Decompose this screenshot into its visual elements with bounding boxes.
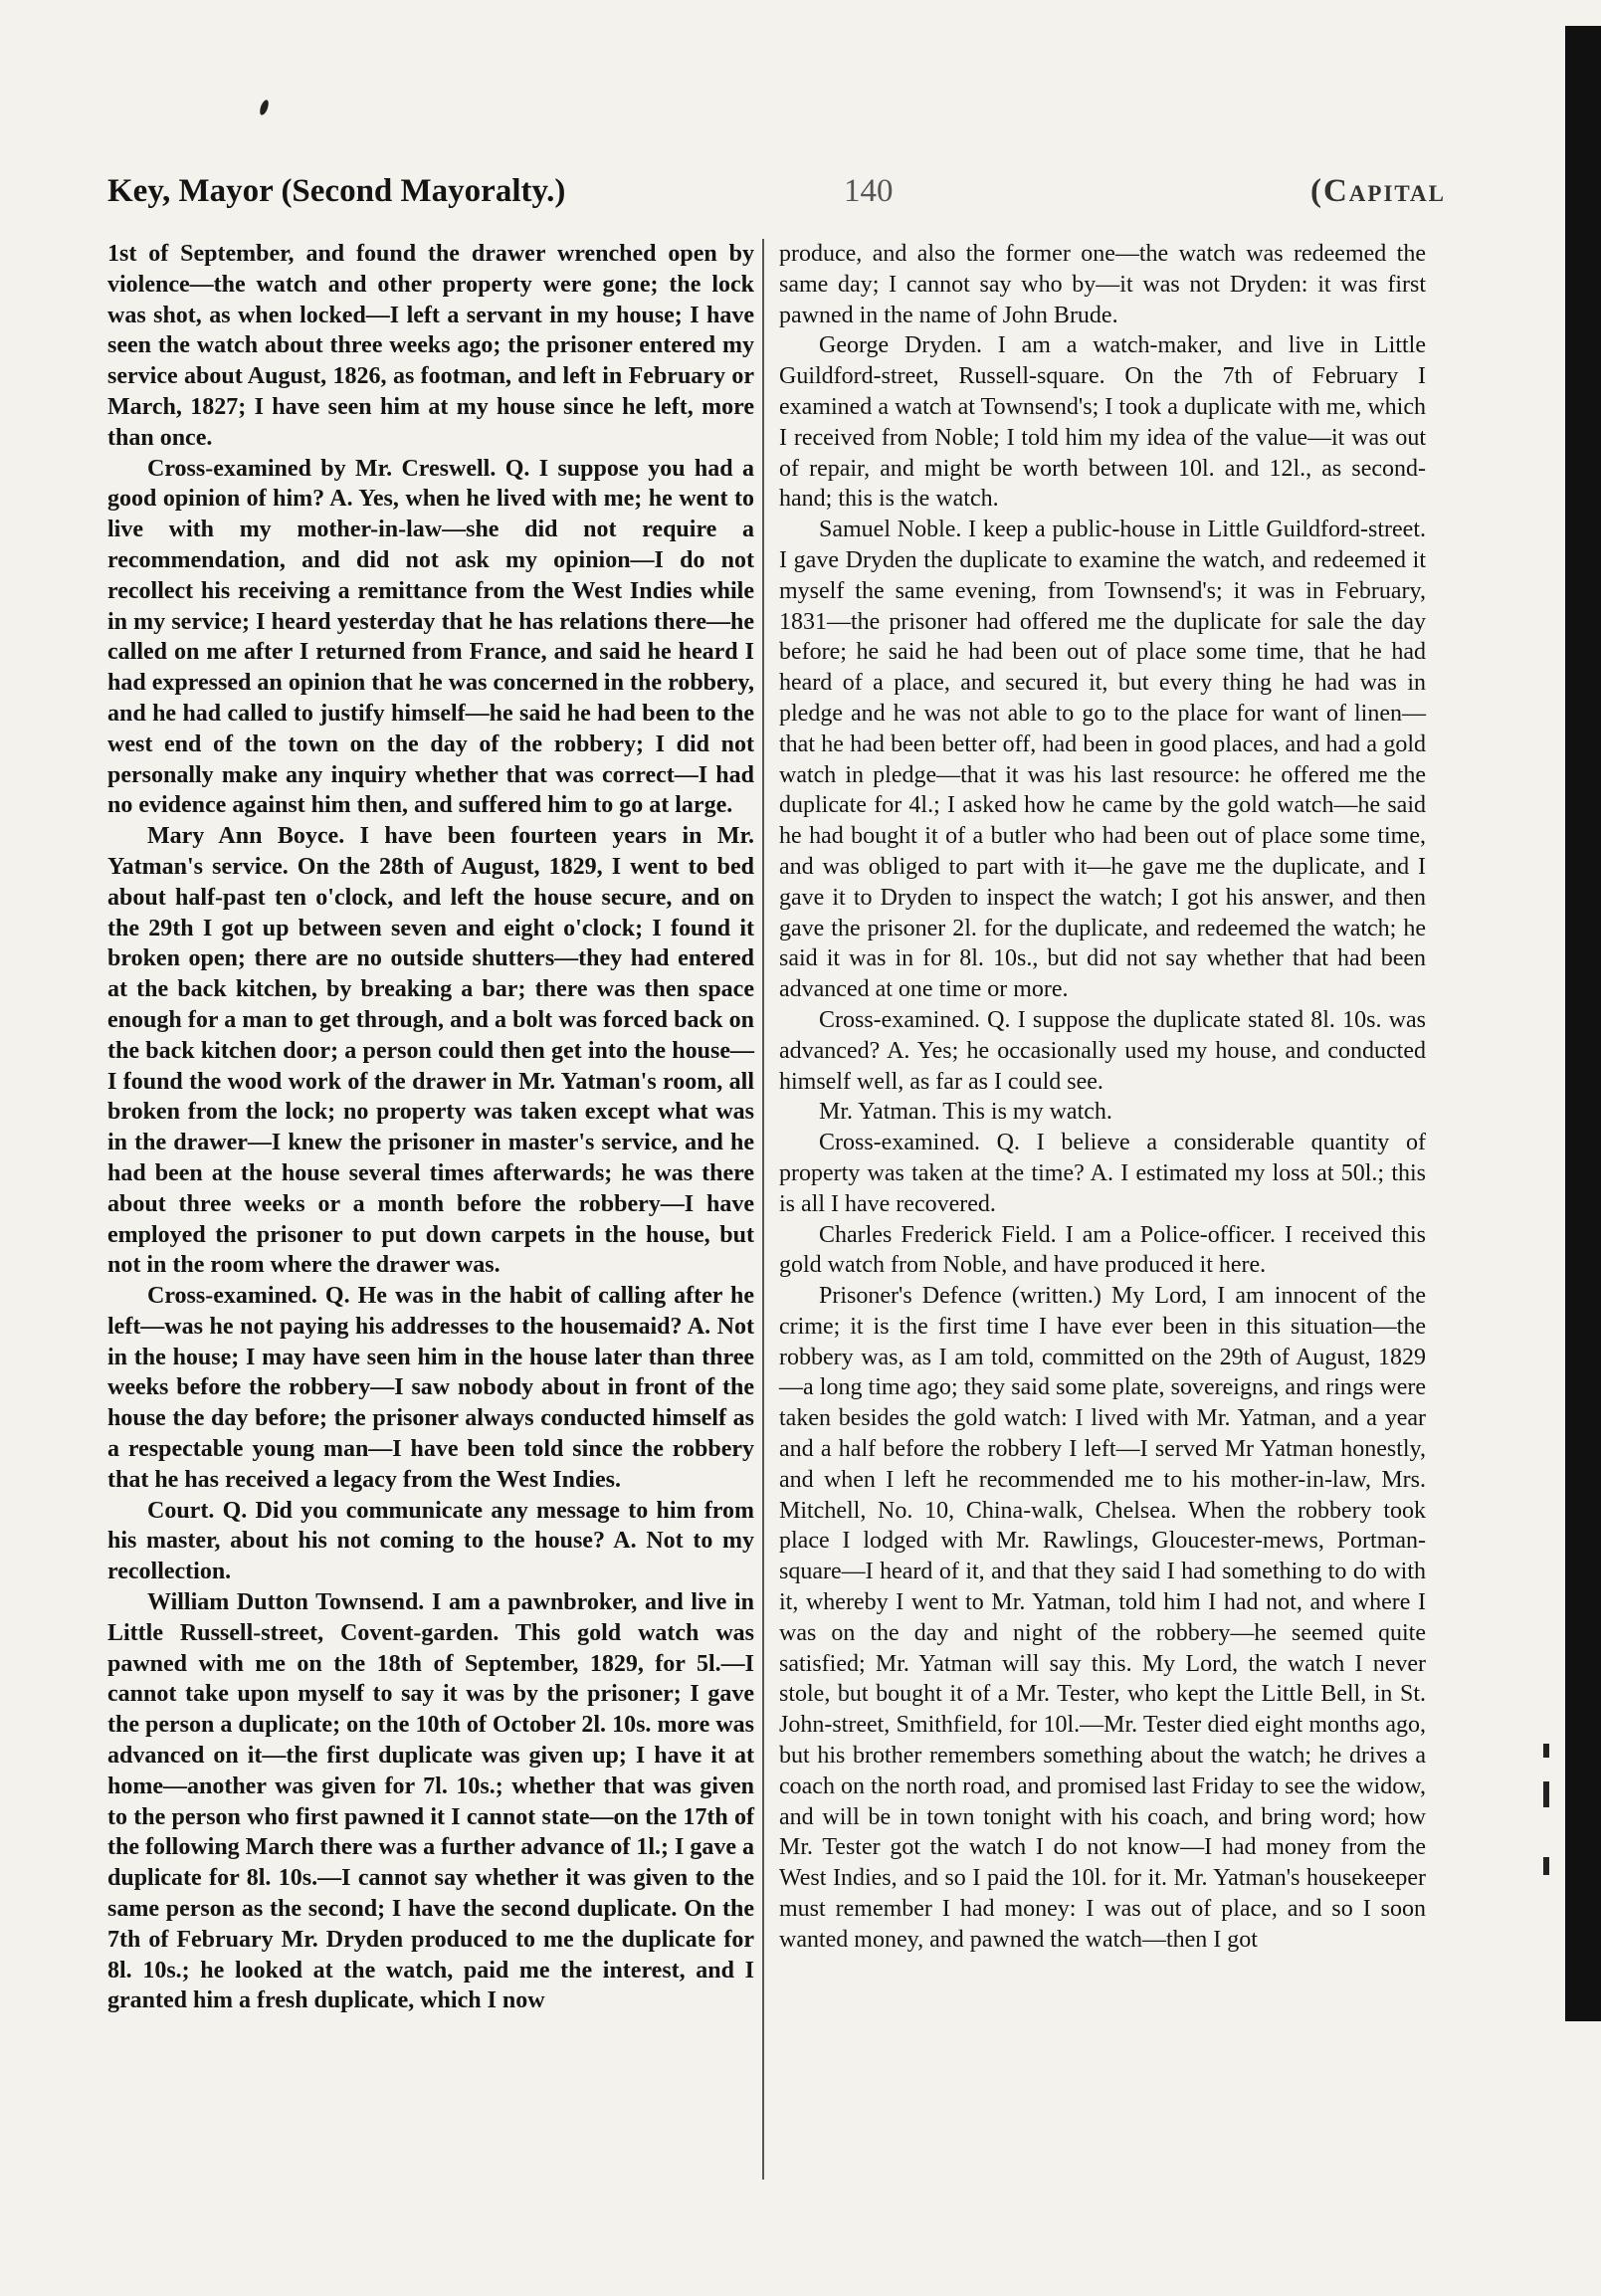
- paragraph: Samuel Noble. I keep a public-house in Little Guildford-street. I gave Dryden the duplicate to examine the watch, and redeemed it myself the same evening, from Townsend's; it was in February, 1831—the prisoner had offered me the duplicate for sale the day before; he said he had been out of place some time, that he had heard of a place, and secured it, but every thing he had was in pledge and he was not able to go to the place for want of linen—that he had been better off, had been in good places, and had a gold watch in pledge—that it was his last resource: he offered me the duplicate for 4l.; I asked how he came by the gold watch—he said he had bought it of a butler who had been out of place some time, and was obliged to part with it—he gave me the duplicate, and I gave it to Dryden to inspect the watch; I got his answer, and then gave the prisoner 2l. for the duplicate, and redeemed the watch; he said it was in for 8l. 10s., but did not say whether that had been advanced at one time or more.: [779, 517, 1426, 1003]
- header-title: Key, Mayor (Second Mayoralty.): [107, 173, 566, 209]
- left-column: [107, 239, 754, 2016]
- running-header: [107, 171, 1446, 211]
- page-number: 140: [844, 173, 894, 209]
- right-column: [779, 239, 1426, 1956]
- column-divider: [762, 239, 764, 2180]
- margin-mark: [1543, 1781, 1549, 1807]
- paragraph: Cross-examined. Q. I believe a considerable quantity of property was taken at the time? A. I estimated my loss at 50l.; this is all I have recovered.: [779, 1130, 1426, 1217]
- paragraph: Court. Q. Did you communicate any message to him from his master, about his not coming to the house? A. Not to my recollection.: [107, 1497, 754, 1585]
- paragraph: Mary Ann Boyce. I have been fourteen years in Mr. Yatman's service. On the 28th of August, 1829, I went to bed about half-past ten o'clock, and left the house secure, and on the 29th I got up between seven and eight o'clock; I found it broken open; there are no outside shutters—they had entered at the back kitchen, by breaking a bar; there was then space enough for a man to get through, and a bolt was forced back on the back kitchen door; a person could then get into the house—I found the wood work of the drawer in Mr. Yatman's room, all broken from the lock; no property was taken except what was in the drawer—I knew the prisoner in master's service, and he had been at the house several times afterwards; he was there about three weeks or a month before the robbery—I have employed the prisoner to put down carpets in the house, but not in the room where the drawer was.: [107, 823, 754, 1279]
- paragraph: Mr. Yatman. This is my watch.: [819, 1099, 1112, 1126]
- paragraph: Cross-examined by Mr. Creswell. Q. I suppose you had a good opinion of him? A. Yes, when he lived with me; he went to live with my mother-in-law—she did not require a recommendation, and did not ask my opinion—I do not recollect his receiving a remittance from the West Indies while in my service; I heard yesterday that he has relations there—he called on me after I returned from France, and said he heard I had expressed an opinion that he was concerned in the robbery, and he had called to justify himself—he said he had been to the west end of the town on the day of the robbery; I did not personally make any inquiry whether that was correct—I had no evidence against him then, and suffered him to go at large.: [107, 455, 754, 819]
- paragraph: 1st of September, and found the drawer wrenched open by violence—the watch and other property were gone; the lock was shot, as when locked—I left a servant in my house; I have seen the watch about three weeks ago; the prisoner entered my service about August, 1826, as footman, and left in February or March, 1827; I have seen him at my house since he left, more than once.: [107, 241, 754, 451]
- margin-mark: [1543, 1744, 1549, 1758]
- header-section: (Capital: [1309, 173, 1446, 209]
- paragraph: Cross-examined. Q. I suppose the duplicate stated 8l. 10s. was advanced? A. Yes; he occasionally used my house, and conducted himself well, as far as I could see.: [779, 1006, 1426, 1095]
- paragraph: Cross-examined. Q. He was in the habit of calling after he left—was he not paying his addresses to the housemaid? A. Not in the house; I may have seen him in the house later than three weeks before the robbery—I saw nobody about in front of the house the day before; the prisoner always conducted himself as a respectable young man—I have been told since the robbery that he has received a legacy from the West Indies.: [107, 1283, 754, 1493]
- paragraph: Charles Frederick Field. I am a Police-officer. I received this gold watch from Noble, and have produced it here.: [779, 1221, 1426, 1279]
- margin-mark: [1543, 1857, 1549, 1875]
- ink-mark: [258, 99, 270, 115]
- paragraph: William Dutton Townsend. I am a pawnbroker, and live in Little Russell-street, Covent-garden. This gold watch was pawned with me on the 18th of September, 1829, for 5l.—I cannot take upon myself to say it was by the prisoner; I gave the person a duplicate; on the 10th of October 2l. 10s. more was advanced on it—the first duplicate was given up; I have it at home—another was given for 7l. 10s.; whether that was given to the person who first pawned it I cannot state—on the 17th of the following March there was a further advance of 1l.; I gave a duplicate for 8l. 10s.—I cannot say whether it was given to the same person as the second; I have the second duplicate. On the 7th of February Mr. Dryden produced to me the duplicate for 8l. 10s.; he looked at the watch, paid me the interest, and I granted him a fresh duplicate, which I now: [107, 1589, 754, 2014]
- paragraph: George Dryden. I am a watch-maker, and live in Little Guildford-street, Russell-square. On the 7th of February I examined a watch at Townsend's; I took a duplicate with me, which I received from Noble; I told him my idea of the value—it was out of repair, and might be worth between 10l. and 12l., as second-hand; this is the watch.: [779, 332, 1426, 513]
- binding-edge-shadow: [1565, 26, 1601, 2021]
- paragraph: produce, and also the former one—the watch was redeemed the same day; I cannot say who by—it was not Dryden: it was first pawned in the name of John Brude.: [779, 241, 1426, 328]
- paragraph: Prisoner's Defence (written.) My Lord, I am innocent of the crime; it is the first time I have ever been in this situation—the robbery was, as I am told, committed on the 29th of August, 1829—a long time ago; they said some plate, sovereigns, and rings were taken besides the gold watch: I lived with Mr. Yatman, and a year and a half before the robbery I left—I served Mr Yatman honestly, and when I left he recommended me to his mother-in-law, Mrs. Mitchell, No. 10, China-walk, Chelsea. When the robbery took place I lodged with Mr. Rawlings, Gloucester-mews, Portman-square—I heard of it, and that they said I had something to do with it, whereby I went to Mr. Yatman, told him I had not, and where I was on the day and night of the robbery—he seemed quite satisfied; Mr. Yatman will say this. My Lord, the watch I never stole, but bought it of a Mr. Tester, who kept the Little Bell, in St. John-street, Smithfield, for 10l.—Mr. Tester died eight months ago, but his brother remembers something about the watch; he drives a coach on the north road, and promised last Friday to see the widow, and will be in town tonight with his coach, and bring word; how Mr. Tester got the watch I do not know—I had money from the West Indies, and so I paid the 10l. for it. Mr. Yatman's housekeeper must remember I had money: I was out of place, and so I soon wanted money, and pawned the watch—then I got: [779, 1283, 1426, 1953]
